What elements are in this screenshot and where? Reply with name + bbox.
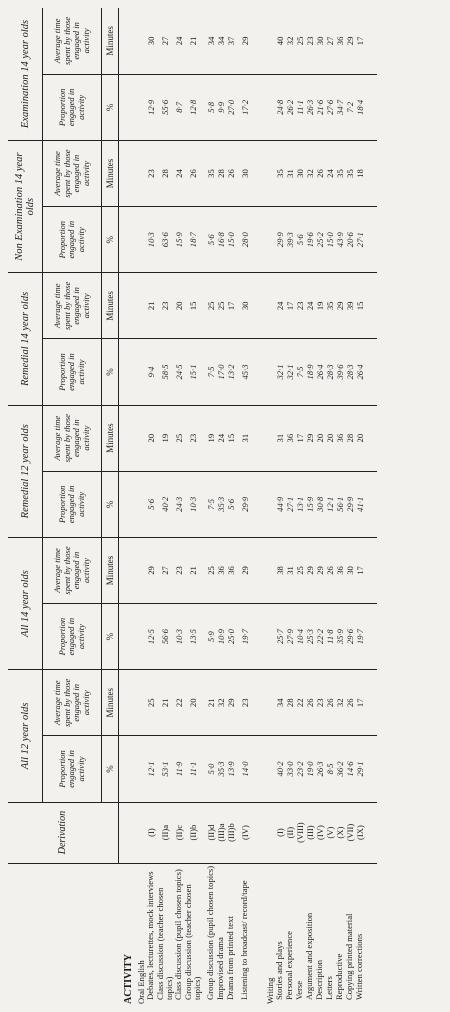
- activity-label: Stories and plays: [274, 941, 284, 1000]
- proportion-cell: 15·1: [184, 339, 202, 405]
- proportion-cell: 28·3: [325, 339, 335, 405]
- derivation-cell: (X): [335, 802, 345, 863]
- group-all-14: All 14 year olds: [8, 537, 43, 669]
- oral-row: [156, 8, 174, 1006]
- activity-label: Drama from printed text: [225, 916, 235, 1000]
- activity-label: Debates, lecturettes, mock interviews: [145, 871, 155, 1000]
- minutes-cell: 29: [305, 405, 315, 471]
- derivation-cell: (I): [275, 802, 285, 863]
- proportion-cell: 20·6: [345, 207, 355, 273]
- minutes-cell: 23: [315, 670, 325, 736]
- average-time-header: Average time spent by those engaged in activity: [43, 405, 102, 471]
- proportion-cell: 27·0: [226, 74, 236, 140]
- derivation-header: Derivation: [8, 802, 119, 863]
- proportion-cell: 8·5: [325, 736, 335, 802]
- proportion-header: Proportion engaged in activity: [43, 471, 102, 537]
- proportion-cell: 5·6: [295, 207, 305, 273]
- proportion-cell: 25·7: [275, 604, 285, 670]
- minutes-cell: 34: [206, 8, 216, 74]
- proportion-cell: 32·1: [285, 339, 295, 405]
- proportion-cell: 58·5: [156, 339, 174, 405]
- minutes-cell: 36: [335, 8, 345, 74]
- group-exam-14: Examination 14 year olds: [8, 8, 43, 140]
- group-non-exam-14: Non Examination 14 year olds: [8, 140, 43, 272]
- proportion-cell: 28·0: [240, 207, 250, 273]
- proportion-cell: 24·8: [275, 74, 285, 140]
- minutes-cell: 29: [226, 670, 236, 736]
- writing-row: [305, 8, 315, 1006]
- proportion-cell: 26·3: [315, 736, 325, 802]
- proportion-cell: 15·0: [325, 207, 335, 273]
- minutes-cell: 21: [146, 273, 156, 339]
- proportion-cell: 45·3: [240, 339, 250, 405]
- minutes-cell: 15: [355, 273, 365, 339]
- proportion-cell: 39·3: [285, 207, 295, 273]
- proportion-cell: 26·4: [355, 339, 365, 405]
- derivation-cell: (III)b: [226, 802, 236, 863]
- minutes-cell: 26: [226, 140, 236, 206]
- minutes-cell: 26: [345, 670, 355, 736]
- activity-label: Personal experience: [284, 931, 294, 1000]
- minutes-cell: 25: [174, 405, 184, 471]
- proportion-cell: 13·9: [226, 736, 236, 802]
- derivation-cell: (II)b: [184, 802, 202, 863]
- minutes-cell: 26: [325, 670, 335, 736]
- minutes-cell: 36: [335, 537, 345, 603]
- minutes-cell: 22: [174, 670, 184, 736]
- percent-unit: %: [102, 471, 119, 537]
- proportion-cell: 5·0: [206, 736, 216, 802]
- proportion-cell: 35·3: [216, 471, 226, 537]
- proportion-cell: 12·8: [184, 74, 202, 140]
- minutes-cell: 25: [295, 8, 305, 74]
- minutes-cell: 29: [345, 8, 355, 74]
- oral-row: [146, 8, 156, 1006]
- minutes-cell: 27: [325, 8, 335, 74]
- proportion-cell: 43·9: [335, 207, 345, 273]
- minutes-cell: 28: [216, 140, 226, 206]
- minutes-cell: 18: [355, 140, 365, 206]
- proportion-header: Proportion engaged in activity: [43, 736, 102, 802]
- minutes-cell: 17: [355, 8, 365, 74]
- minutes-cell: 31: [285, 140, 295, 206]
- derivation-cell: (V): [325, 802, 335, 863]
- minutes-cell: 17: [295, 405, 305, 471]
- minutes-cell: 20: [184, 670, 202, 736]
- oral-section-label: Oral English: [135, 960, 146, 1004]
- minutes-cell: 29: [240, 8, 250, 74]
- proportion-cell: 5·8: [206, 74, 216, 140]
- proportion-cell: 53·1: [156, 736, 174, 802]
- minutes-unit: Minutes: [102, 140, 119, 206]
- activity-label: Description: [314, 959, 324, 1000]
- proportion-cell: 7·2: [345, 74, 355, 140]
- minutes-cell: 37: [226, 8, 236, 74]
- proportion-cell: 26·2: [285, 74, 295, 140]
- spacer-row: [250, 8, 266, 1006]
- proportion-cell: 33·0: [285, 736, 295, 802]
- minutes-cell: 25: [206, 273, 216, 339]
- activity-label: Group discussion (pupil chosen topics): [205, 865, 215, 1000]
- minutes-cell: 17: [355, 537, 365, 603]
- proportion-cell: 26·3: [305, 74, 315, 140]
- derivation-cell: (II)c: [174, 802, 184, 863]
- proportion-cell: 15·0: [226, 207, 236, 273]
- minutes-unit: Minutes: [102, 273, 119, 339]
- writing-row: [335, 8, 345, 1006]
- average-time-header: Average time spent by those engaged in activity: [43, 8, 102, 74]
- minutes-unit: Minutes: [102, 8, 119, 74]
- proportion-cell: 10·9: [216, 604, 226, 670]
- minutes-cell: 28: [285, 670, 295, 736]
- proportion-cell: 28·3: [345, 339, 355, 405]
- proportion-cell: 18·4: [355, 74, 365, 140]
- minutes-cell: 15: [184, 273, 202, 339]
- proportion-cell: 7·5: [295, 339, 305, 405]
- derivation-cell: (II)d: [206, 802, 216, 863]
- proportion-cell: 40·2: [156, 471, 174, 537]
- writing-section-label: Writing: [264, 977, 275, 1004]
- derivation-cell: (II)a: [156, 802, 174, 863]
- derivation-cell: (VIII): [295, 802, 305, 863]
- minutes-unit: Minutes: [102, 670, 119, 736]
- minutes-cell: 17: [226, 273, 236, 339]
- proportion-cell: 11·9: [174, 736, 184, 802]
- proportion-cell: 10·3: [146, 207, 156, 273]
- minutes-cell: 32: [285, 8, 295, 74]
- proportion-cell: 44·9: [275, 471, 285, 537]
- proportion-cell: 19·7: [355, 604, 365, 670]
- activity-time-table: [8, 8, 377, 1006]
- oral-row: [226, 8, 236, 1006]
- proportion-cell: 5·6: [226, 471, 236, 537]
- minutes-cell: 27: [156, 8, 174, 74]
- minutes-cell: 20: [355, 405, 365, 471]
- percent-unit: %: [102, 736, 119, 802]
- derivation-cell: (IX): [355, 802, 365, 863]
- minutes-cell: 19: [156, 405, 174, 471]
- derivation-cell: (II): [285, 802, 295, 863]
- minutes-cell: 20: [315, 405, 325, 471]
- proportion-cell: 36·2: [335, 736, 345, 802]
- average-time-header: Average time spent by those engaged in activity: [43, 273, 102, 339]
- oral-row: [216, 8, 226, 1006]
- percent-unit: %: [102, 207, 119, 273]
- proportion-cell: 12·5: [146, 604, 156, 670]
- proportion-cell: 19·7: [240, 604, 250, 670]
- minutes-cell: 30: [240, 140, 250, 206]
- minutes-cell: 25: [146, 670, 156, 736]
- proportion-cell: 56·1: [335, 471, 345, 537]
- writing-row: [325, 8, 335, 1006]
- activity-label: Listening to broadcast/ record/tape: [239, 880, 249, 1000]
- proportion-cell: 29·6: [345, 604, 355, 670]
- blank-corner: [8, 863, 119, 1006]
- proportion-cell: 13·2: [226, 339, 236, 405]
- minutes-cell: 38: [275, 537, 285, 603]
- proportion-cell: 55·6: [156, 74, 174, 140]
- minutes-cell: 30: [146, 8, 156, 74]
- minutes-cell: 32: [216, 670, 226, 736]
- minutes-cell: 35: [275, 140, 285, 206]
- activity-label: Class discussion (pupil chosen topics): [173, 869, 183, 1000]
- minutes-cell: 36: [285, 405, 295, 471]
- activity-label: Letters: [324, 976, 334, 1000]
- proportion-cell: 29·1: [355, 736, 365, 802]
- group-header-row: [8, 8, 43, 1006]
- proportion-cell: 5·9: [206, 604, 216, 670]
- minutes-cell: 21: [206, 670, 216, 736]
- proportion-cell: 29·9: [345, 471, 355, 537]
- proportion-cell: 63·6: [156, 207, 174, 273]
- proportion-cell: 5·6: [146, 471, 156, 537]
- minutes-cell: 17: [285, 273, 295, 339]
- minutes-cell: 21: [184, 8, 202, 74]
- proportion-cell: 18·9: [305, 339, 315, 405]
- minutes-cell: 26: [305, 670, 315, 736]
- proportion-cell: 27·9: [285, 604, 295, 670]
- proportion-cell: 32·1: [275, 339, 285, 405]
- activity-label: Group discussion (teacher chosen topics): [182, 884, 202, 1000]
- percent-unit: %: [102, 604, 119, 670]
- average-time-header: Average time spent by those engaged in activity: [43, 537, 102, 603]
- oral-row: [174, 8, 184, 1006]
- percent-unit: %: [102, 74, 119, 140]
- spacer-row: [365, 8, 377, 1006]
- derivation-cell: (IV): [240, 802, 250, 863]
- minutes-cell: 21: [184, 537, 202, 603]
- proportion-cell: 13·5: [184, 604, 202, 670]
- activity-header: ACTIVITY: [123, 953, 134, 1004]
- minutes-cell: 15: [226, 405, 236, 471]
- minutes-cell: 24: [305, 273, 315, 339]
- activity-label: Verse: [294, 980, 304, 1000]
- minutes-cell: 26: [325, 537, 335, 603]
- average-time-header: Average time spent by those engaged in activity: [43, 140, 102, 206]
- proportion-cell: 17·2: [240, 74, 250, 140]
- proportion-cell: 11·8: [325, 604, 335, 670]
- minutes-cell: 29: [146, 537, 156, 603]
- minutes-cell: 36: [335, 405, 345, 471]
- proportion-cell: 29·9: [240, 471, 250, 537]
- minutes-cell: 34: [275, 670, 285, 736]
- writing-row: [315, 8, 325, 1006]
- proportion-cell: 12·1: [325, 471, 335, 537]
- proportion-cell: 7·5: [206, 339, 216, 405]
- proportion-cell: 12·9: [146, 74, 156, 140]
- proportion-cell: 29·9: [275, 207, 285, 273]
- minutes-cell: 31: [240, 405, 250, 471]
- writing-row: [355, 8, 365, 1006]
- minutes-cell: 19: [206, 405, 216, 471]
- proportion-cell: 27·1: [355, 207, 365, 273]
- proportion-cell: 27·6: [325, 74, 335, 140]
- proportion-cell: 39·6: [335, 339, 345, 405]
- minutes-cell: 26: [315, 140, 325, 206]
- proportion-cell: 8·7: [174, 74, 184, 140]
- proportion-cell: 26·4: [315, 339, 325, 405]
- minutes-cell: 27: [156, 537, 174, 603]
- oral-row: [184, 8, 202, 1006]
- minutes-cell: 36: [226, 537, 236, 603]
- minutes-cell: 30: [295, 140, 305, 206]
- minutes-cell: 29: [335, 273, 345, 339]
- derivation-cell: (VII): [345, 802, 355, 863]
- proportion-header: Proportion engaged in activity: [43, 74, 102, 140]
- proportion-cell: 9·4: [146, 339, 156, 405]
- proportion-header: Proportion engaged in activity: [43, 339, 102, 405]
- proportion-cell: 12·1: [146, 736, 156, 802]
- minutes-cell: 40: [275, 8, 285, 74]
- percent-unit: %: [102, 339, 119, 405]
- proportion-cell: 21·6: [315, 74, 325, 140]
- minutes-cell: 24: [275, 273, 285, 339]
- writing-row: [275, 8, 285, 1006]
- minutes-cell: 35: [325, 273, 335, 339]
- proportion-cell: 15·9: [174, 207, 184, 273]
- minutes-cell: 32: [335, 670, 345, 736]
- activity-label: Argument and exposition: [304, 912, 314, 1000]
- minutes-cell: 23: [146, 140, 156, 206]
- proportion-cell: 16·8: [216, 207, 226, 273]
- minutes-cell: 23: [305, 8, 315, 74]
- minutes-cell: 28: [156, 140, 174, 206]
- proportion-cell: 9·9: [216, 74, 226, 140]
- writing-section-row: [266, 8, 275, 1006]
- minutes-unit: Minutes: [102, 537, 119, 603]
- derivation-cell: (III): [305, 802, 315, 863]
- minutes-cell: 25: [295, 537, 305, 603]
- minutes-cell: 22: [295, 670, 305, 736]
- minutes-cell: 23: [156, 273, 174, 339]
- proportion-cell: 40·2: [275, 736, 285, 802]
- minutes-cell: 30: [315, 8, 325, 74]
- proportion-cell: 25·3: [305, 604, 315, 670]
- proportion-cell: 10·3: [174, 604, 184, 670]
- proportion-header: Proportion engaged in activity: [43, 207, 102, 273]
- proportion-cell: 15·9: [305, 471, 315, 537]
- minutes-cell: 23: [174, 537, 184, 603]
- proportion-cell: 19·6: [305, 207, 315, 273]
- proportion-cell: 17·0: [216, 339, 226, 405]
- minutes-cell: 24: [216, 405, 226, 471]
- minutes-cell: 23: [184, 405, 202, 471]
- proportion-cell: 24·5: [174, 339, 184, 405]
- minutes-cell: 24: [174, 140, 184, 206]
- minutes-cell: 24: [325, 140, 335, 206]
- minutes-unit: Minutes: [102, 405, 119, 471]
- proportion-cell: 41·1: [355, 471, 365, 537]
- minutes-cell: 24: [174, 8, 184, 74]
- proportion-header: Proportion engaged in activity: [43, 604, 102, 670]
- proportion-cell: 11·1: [184, 736, 202, 802]
- minutes-cell: 25: [216, 273, 226, 339]
- average-time-header: Average time spent by those engaged in activity: [43, 670, 102, 736]
- activity-label: Improvised drama: [215, 937, 225, 1000]
- writing-row: [295, 8, 305, 1006]
- proportion-cell: 56·6: [156, 604, 174, 670]
- activity-label: Reproductive: [334, 953, 344, 1000]
- minutes-cell: 35: [206, 140, 216, 206]
- proportion-cell: 34·7: [335, 74, 345, 140]
- proportion-cell: 25·2: [315, 207, 325, 273]
- minutes-cell: 20: [174, 273, 184, 339]
- derivation-cell: (I): [146, 802, 156, 863]
- minutes-cell: 32: [305, 140, 315, 206]
- proportion-cell: 19·0: [305, 736, 315, 802]
- proportion-cell: 13·1: [295, 471, 305, 537]
- minutes-cell: 31: [275, 405, 285, 471]
- minutes-cell: 35: [335, 140, 345, 206]
- activity-label: Copying printed material: [344, 913, 354, 1000]
- minutes-cell: 29: [305, 537, 315, 603]
- derivation-cell: (IV): [315, 802, 325, 863]
- proportion-cell: 5·6: [206, 207, 216, 273]
- minutes-cell: 28: [345, 405, 355, 471]
- minutes-cell: 29: [315, 537, 325, 603]
- proportion-cell: 27·1: [285, 471, 295, 537]
- oral-row: [240, 8, 250, 1006]
- writing-row: [285, 8, 295, 1006]
- proportion-cell: 10·4: [295, 604, 305, 670]
- group-remedial-14: Remedial 14 year olds: [8, 273, 43, 405]
- proportion-cell: 18·7: [184, 207, 202, 273]
- proportion-cell: 24·3: [174, 471, 184, 537]
- proportion-cell: 11·1: [295, 74, 305, 140]
- activity-label: Class discussion (teacher chosen topics): [154, 887, 174, 1000]
- group-remedial-12: Remedial 12 year olds: [8, 405, 43, 537]
- minutes-cell: 20: [146, 405, 156, 471]
- derivation-cell: (III)a: [216, 802, 226, 863]
- minutes-cell: 23: [240, 670, 250, 736]
- writing-row: [345, 8, 355, 1006]
- proportion-cell: 35·9: [335, 604, 345, 670]
- minutes-cell: 23: [295, 273, 305, 339]
- minutes-cell: 30: [345, 537, 355, 603]
- oral-row: [206, 8, 216, 1006]
- oral-section-row: [137, 8, 146, 1006]
- minutes-cell: 36: [216, 537, 226, 603]
- activity-heading-row: [119, 8, 137, 1006]
- proportion-cell: 14·0: [240, 736, 250, 802]
- proportion-cell: 25·0: [226, 604, 236, 670]
- minutes-cell: 21: [156, 670, 174, 736]
- proportion-cell: 30·8: [315, 471, 325, 537]
- minutes-cell: 31: [285, 537, 295, 603]
- minutes-cell: 20: [325, 405, 335, 471]
- proportion-cell: 10·3: [184, 471, 202, 537]
- minutes-cell: 39: [345, 273, 355, 339]
- minutes-cell: 19: [315, 273, 325, 339]
- proportion-cell: 14·6: [345, 736, 355, 802]
- minutes-cell: 35: [345, 140, 355, 206]
- proportion-cell: 23·2: [295, 736, 305, 802]
- minutes-cell: 25: [206, 537, 216, 603]
- minutes-cell: 17: [355, 670, 365, 736]
- minutes-cell: 30: [240, 273, 250, 339]
- activity-label: Written corrections: [354, 933, 364, 1000]
- proportion-cell: 22·2: [315, 604, 325, 670]
- minutes-cell: 26: [184, 140, 202, 206]
- proportion-cell: 7·5: [206, 471, 216, 537]
- group-all-12: All 12 year olds: [8, 670, 43, 802]
- proportion-cell: 35·3: [216, 736, 226, 802]
- minutes-cell: 29: [240, 537, 250, 603]
- minutes-cell: 34: [216, 8, 226, 74]
